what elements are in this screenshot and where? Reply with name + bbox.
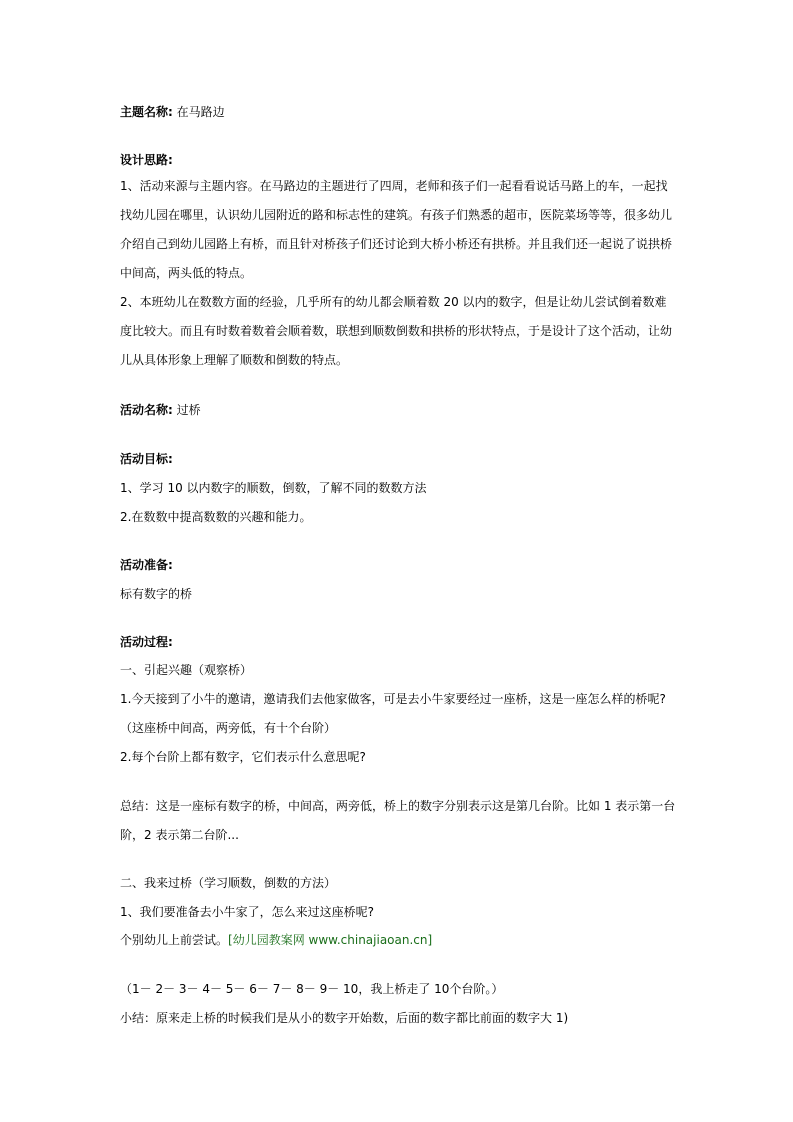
section-2-try-line [120,932,432,948]
activity-name-label: 活动名称: [120,403,173,417]
section-2-try: 个别幼儿上前尝试。 [120,933,229,947]
goals-heading: 活动目标: [120,452,173,466]
section-1-question-1: 1.今天接到了小牛的邀请，邀请我们去他家做客，可是去小牛家要经过一座桥，这是一座怎么样的桥呢? [120,692,666,706]
process-heading: 活动过程: [120,635,173,649]
theme-line [120,104,225,120]
theme-value: 在马路边 [172,105,225,119]
design-paragraph-1: 1、活动来源与主题内容。在马路边的主题进行了四周，老师和孩子们一起看看说话马路上的车，一起找找幼儿园在哪里，认识幼儿园附近的路和标志性的建筑。有孩子们熟悉的超市，医院菜场等等，很多幼儿介绍自己到幼儿园路上有桥，而且针对桥孩子们还讨论到大桥小桥还有拱桥。并且我们还一起说了说拱桥中间高，两头低的特点。 [120,179,673,280]
section-2-title: 二、我来过桥（学习顺数，倒数的方法） [120,876,337,890]
prep-heading: 活动准备: [120,558,173,572]
goal-item-2: 2.在数数中提高数数的兴趣和能力。 [120,510,312,524]
section-1-question-2: 2.每个台阶上都有数字，它们表示什么意思呢? [120,750,366,764]
goal-item-1: 1、学习 10 以内数字的顺数，倒数，了解不同的数数方法 [120,481,427,495]
website-link[interactable]: [幼儿园教案网 www.chinajiaoan.cn] [228,933,433,947]
design-heading: 设计思路: [120,153,173,167]
activity-name-value: 过桥 [172,403,201,417]
design-paragraph-2: 2、本班幼儿在数数方面的经验，几乎所有的幼儿都会顺着数 20 以内的数字，但是让幼儿尝试倒着数难度比较大。而且有时数着数着会顺着数，联想到顺数倒数和拱桥的形状特点，于是设计了这个活动，让幼儿从具体形象上理解了顺数和倒数的特点。 [120,295,673,367]
prep-text: 标有数字的桥 [120,587,193,601]
activity-name-line [120,402,201,418]
section-2-question-1: 1、我们要准备去小牛家了，怎么来过这座桥呢? [120,905,375,919]
theme-label: 主题名称: [120,105,173,119]
section-2-summary: 小结：原来走上桥的时候我们是从小的数字开始数，后面的数字都比前面的数字大 1) [120,1011,569,1025]
section-1-answer-1: （这座桥中间高，两旁低，有十个台阶） [120,721,337,735]
section-1-title: 一、引起兴趣（观察桥） [120,663,253,677]
section-2-count: （1－ 2－ 3－ 4－ 5－ 6－ 7－ 8－ 9－ 10，我上桥走了 10个台阶。） [120,982,504,996]
summary-1: 总结：这是一座标有数字的桥，中间高，两旁低，桥上的数字分别表示这是第几台阶。比如 1 表示第一台阶，2 表示第二台阶... [120,799,676,842]
